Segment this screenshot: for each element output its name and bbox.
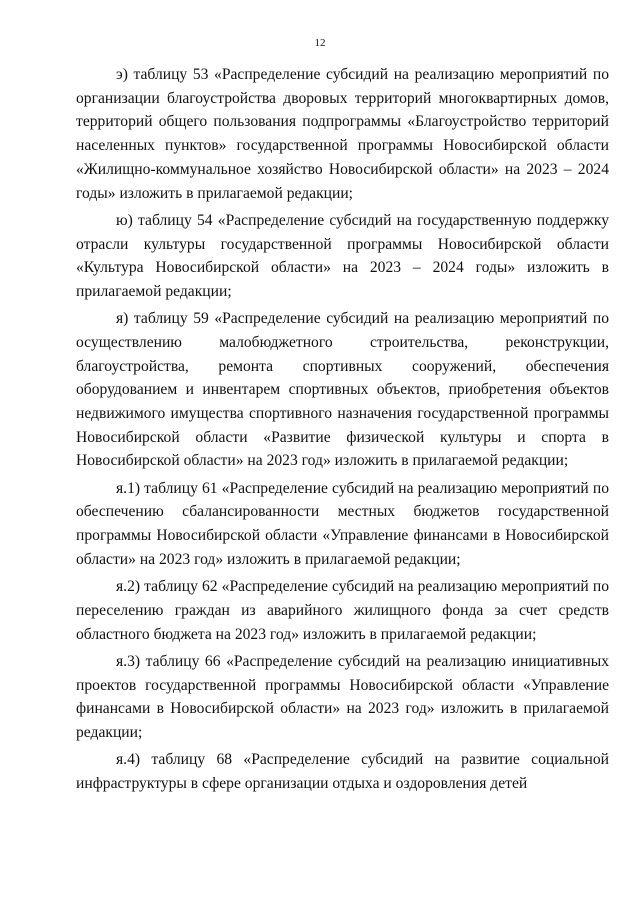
- paragraph-yu-table-54: ю) таблицу 54 «Распределение субсидий на государственную поддержку отрасли культуры государственной программы Новосибирской области «Культура Новосибирской области» на 2023 – 2024 годы» изложить в прилагаемой редакции;: [76, 211, 609, 300]
- paragraph-ya1-table-61: я.1) таблицу 61 «Распределение субсидий на реализацию мероприятий по обеспечению сбалансированности местных бюджетов государственной программы Новосибирской области «Управление финансами в Новосибирской области» на 2023 год» изложить в прилагаемой редакции;: [76, 479, 609, 568]
- paragraph-e-table-53: э) таблицу 53 «Распределение субсидий на реализацию мероприятий по организации благоустройства дворовых территорий многоквартирных домов, территорий общего пользования подпрограммы «Благоустройство территорий населенных пунктов» государственной программы Новосибирской области «Жилищно-коммунальное хозяйство Новосибирской области» на 2023 – 2024 годы» изложить в прилагаемой редакции;: [76, 66, 609, 202]
- paragraph-ya-table-59: я) таблицу 59 «Распределение субсидий на реализацию мероприятий по осуществлению малобюджетного строительства, реконструкции, благоустройства, ремонта спортивных сооружений, обеспечения оборудованием и инвентарем спортивных объектов, приобретения объектов недвижимого имущества спортивного назначения государственной программы Новосибирской области «Развитие физической культуры и спорта в Новосибирской области» на 2023 год» изложить в прилагаемой редакции;: [76, 310, 609, 470]
- paragraph-ya2-table-62: я.2) таблицу 62 «Распределение субсидий на реализацию мероприятий по переселению граждан из аварийного жилищного фонда за счет средств областного бюджета на 2023 год» изложить в прилагаемой редакции;: [76, 578, 609, 643]
- document-body: [76, 63, 609, 799]
- paragraph-ya3-table-66: я.3) таблицу 66 «Распределение субсидий на реализацию инициативных проектов государственной программы Новосибирской области «Управление финансами в Новосибирской области» на 2023 год» изложить в прилагаемой редакции;: [76, 652, 609, 741]
- paragraph-ya4-table-68: я.4) таблицу 68 «Распределение субсидий на развитие социальной инфраструктуры в сфере организации отдыха и оздоровления детей: [76, 751, 609, 792]
- page-number: 12: [314, 37, 326, 49]
